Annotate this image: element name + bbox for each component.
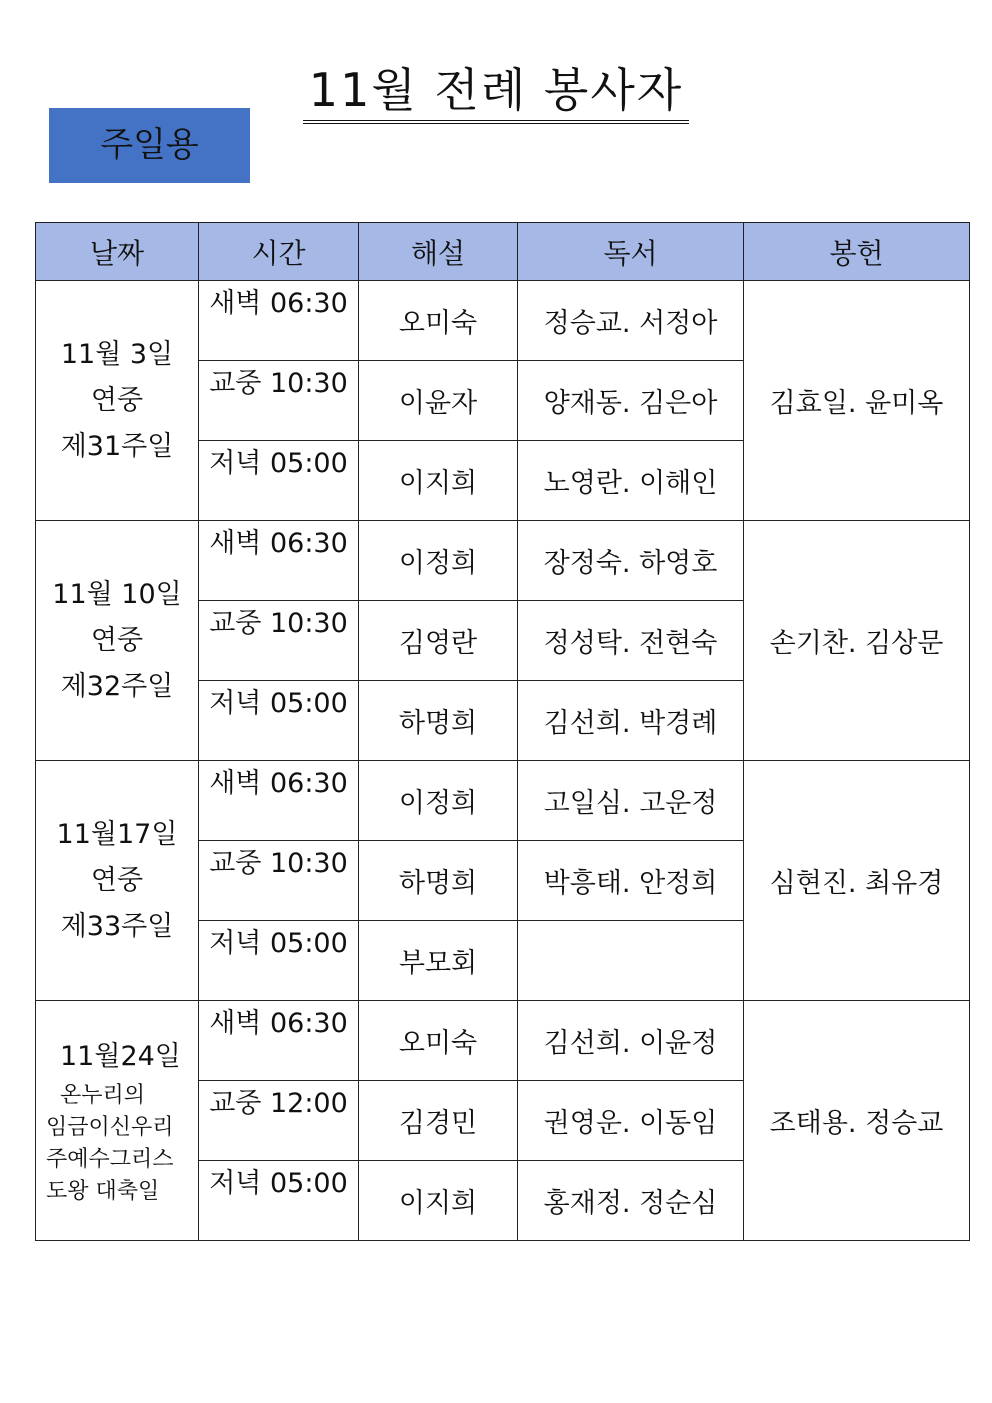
commentator: 이윤자 [359, 361, 518, 441]
date-line: 연중 [90, 624, 144, 656]
commentator: 오미숙 [359, 1001, 518, 1081]
commentator: 이지희 [359, 441, 518, 521]
sunday-badge: 주일용 [49, 108, 250, 183]
mass-time: 교중 10:30 [199, 601, 359, 681]
commentator: 이지희 [359, 1161, 518, 1241]
offering: 심현진. 최유경 [744, 761, 970, 1001]
commentator: 하명희 [359, 681, 518, 761]
date-cell [36, 761, 199, 1001]
date-line: 연중 [90, 384, 144, 416]
date-line: 주예수그리스 [46, 1146, 174, 1172]
readers: 권영운. 이동임 [518, 1081, 744, 1161]
readers [518, 921, 744, 1001]
table-row [36, 281, 970, 361]
date-line: 제32주일 [60, 670, 174, 702]
mass-time: 교중 10:30 [199, 361, 359, 441]
header-offering: 봉헌 [744, 223, 970, 281]
readers: 정승교. 서정아 [518, 281, 744, 361]
header-row [36, 223, 970, 281]
readers: 홍재정. 정순심 [518, 1161, 744, 1241]
mass-time: 새벽 06:30 [199, 761, 359, 841]
date-line: 11월 10일 [52, 578, 182, 610]
mass-time: 저녁 05:00 [199, 1161, 359, 1241]
date-line: 도왕 대축일 [46, 1178, 160, 1204]
readers: 박흥태. 안정희 [518, 841, 744, 921]
commentator: 김경민 [359, 1081, 518, 1161]
date-line: 11월24일 [60, 1040, 181, 1072]
date-line: 온누리의 [60, 1082, 146, 1108]
date-line: 11월17일 [56, 818, 178, 850]
readers: 정성탁. 전현숙 [518, 601, 744, 681]
offering: 김효일. 윤미옥 [744, 281, 970, 521]
commentator: 이정희 [359, 521, 518, 601]
table-row [36, 521, 970, 601]
header-date: 날짜 [36, 223, 199, 281]
header-commentator: 해설 [359, 223, 518, 281]
header-time: 시간 [199, 223, 359, 281]
mass-time: 저녁 05:00 [199, 921, 359, 1001]
date-cell [36, 521, 199, 761]
commentator: 부모회 [359, 921, 518, 1001]
mass-time: 교중 10:30 [199, 841, 359, 921]
commentator: 오미숙 [359, 281, 518, 361]
table-row [36, 1001, 970, 1081]
readers: 노영란. 이해인 [518, 441, 744, 521]
mass-time: 저녁 05:00 [199, 681, 359, 761]
commentator: 하명희 [359, 841, 518, 921]
date-line: 연중 [90, 864, 144, 896]
table-row [36, 761, 970, 841]
date-line: 임금이신우리 [46, 1114, 174, 1140]
commentator: 이정희 [359, 761, 518, 841]
readers: 양재동. 김은아 [518, 361, 744, 441]
header-readers: 독서 [518, 223, 744, 281]
commentator: 김영란 [359, 601, 518, 681]
offering: 손기찬. 김상문 [744, 521, 970, 761]
schedule-table [35, 222, 970, 1241]
readers: 김선희. 이윤정 [518, 1001, 744, 1081]
mass-time: 새벽 06:30 [199, 1001, 359, 1081]
mass-time: 저녁 05:00 [199, 441, 359, 521]
date-line: 제31주일 [60, 430, 174, 462]
date-line: 제33주일 [60, 910, 174, 942]
date-line: 11월 3일 [60, 338, 174, 370]
readers: 고일심. 고운정 [518, 761, 744, 841]
page-title-text: 11월 전례 봉사자 [303, 62, 689, 124]
offering: 조태용. 정승교 [744, 1001, 970, 1241]
mass-time: 새벽 06:30 [199, 521, 359, 601]
readers: 김선희. 박경례 [518, 681, 744, 761]
readers: 장정숙. 하영호 [518, 521, 744, 601]
mass-time: 새벽 06:30 [199, 281, 359, 361]
date-cell [36, 1001, 199, 1241]
mass-time: 교중 12:00 [199, 1081, 359, 1161]
date-cell [36, 281, 199, 521]
